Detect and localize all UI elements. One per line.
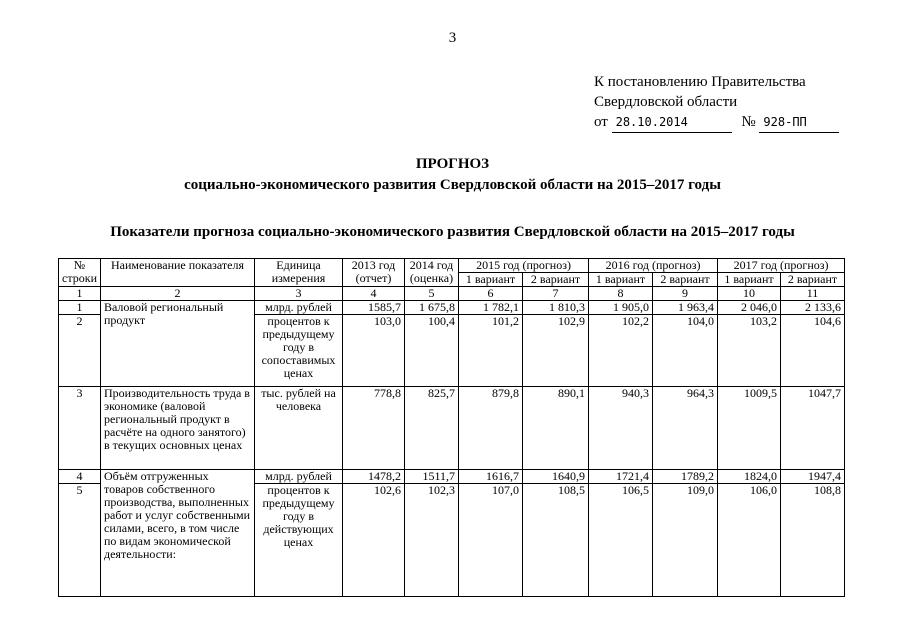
value-cell: 778,8 — [343, 387, 405, 470]
value-cell: 890,1 — [523, 387, 589, 470]
number-label: № — [741, 114, 756, 130]
header-2015-v2: 2 вариант — [523, 273, 589, 287]
approval-line-2: Свердловской области — [594, 94, 738, 110]
value-cell: 879,8 — [459, 387, 523, 470]
value-cell: 825,7 — [405, 387, 459, 470]
column-index: 3 — [255, 287, 343, 301]
date-prefix: от — [594, 114, 608, 130]
approval-line-1: К постановлению Правительства — [594, 74, 806, 90]
column-index: 6 — [459, 287, 523, 301]
row-number: 1 — [59, 301, 101, 315]
value-cell: 1721,4 — [589, 470, 653, 484]
value-cell: 104,6 — [781, 315, 845, 387]
value-cell: 1 905,0 — [589, 301, 653, 315]
value-cell: 2 133,6 — [781, 301, 845, 315]
header-2016-v2: 2 вариант — [653, 273, 718, 287]
column-index: 7 — [523, 287, 589, 301]
unit-cell: процентов к предыдущему году в сопоставимых ценах — [255, 315, 343, 387]
header-row-no: № строки — [59, 259, 101, 287]
header-2015: 2015 год (прогноз) — [459, 259, 589, 273]
value-cell: 2 046,0 — [718, 301, 781, 315]
approval-date-line — [594, 112, 839, 133]
column-index: 9 — [653, 287, 718, 301]
row-number: 5 — [59, 484, 101, 597]
header-row-1 — [59, 259, 845, 273]
indicator-name: Валовой региональный продукт — [101, 301, 255, 387]
value-cell: 1585,7 — [343, 301, 405, 315]
value-cell: 1 675,8 — [405, 301, 459, 315]
value-cell: 103,2 — [718, 315, 781, 387]
value-cell: 1789,2 — [653, 470, 718, 484]
unit-cell: млрд. рублей — [255, 301, 343, 315]
header-2015-v1: 1 вариант — [459, 273, 523, 287]
value-cell: 1947,4 — [781, 470, 845, 484]
unit-cell: млрд. рублей — [255, 470, 343, 484]
header-2016: 2016 год (прогноз) — [589, 259, 718, 273]
header-2014: 2014 год (оценка) — [405, 259, 459, 287]
value-cell: 106,5 — [589, 484, 653, 597]
value-cell: 1511,7 — [405, 470, 459, 484]
value-cell: 1640,9 — [523, 470, 589, 484]
document-subtitle: социально-экономического развития Свердловской области на 2015–2017 годы — [184, 177, 721, 193]
column-index: 2 — [101, 287, 255, 301]
indicator-name: Объём отгруженных товаров собственного производства, выполненных работ и услуг собственными силами, всего, в том числе по видам экономической деятельности: — [101, 470, 255, 597]
value-cell: 1824,0 — [718, 470, 781, 484]
forecast-table — [58, 258, 845, 597]
value-cell: 1616,7 — [459, 470, 523, 484]
header-2013: 2013 год (отчет) — [343, 259, 405, 287]
value-cell: 103,0 — [343, 315, 405, 387]
value-cell: 1009,5 — [718, 387, 781, 470]
header-2017: 2017 год (прогноз) — [718, 259, 845, 273]
value-cell: 100,4 — [405, 315, 459, 387]
indicator-name: Производительность труда в экономике (валовой региональный продукт в расчёте на одного занятого) в текущих основных ценах — [101, 387, 255, 470]
value-cell: 1047,7 — [781, 387, 845, 470]
unit-cell: тыс. рублей на человека — [255, 387, 343, 470]
header-2016-v1: 1 вариант — [589, 273, 653, 287]
column-index: 4 — [343, 287, 405, 301]
header-indicator: Наименование показателя — [101, 259, 255, 287]
table-row — [59, 301, 845, 315]
value-cell: 102,9 — [523, 315, 589, 387]
value-cell: 1 782,1 — [459, 301, 523, 315]
value-cell: 107,0 — [459, 484, 523, 597]
value-cell: 106,0 — [718, 484, 781, 597]
column-index: 5 — [405, 287, 459, 301]
value-cell: 102,2 — [589, 315, 653, 387]
value-cell: 104,0 — [653, 315, 718, 387]
value-cell: 1478,2 — [343, 470, 405, 484]
page-number: 3 — [448, 30, 457, 46]
value-cell: 109,0 — [653, 484, 718, 597]
header-2017-v1: 1 вариант — [718, 273, 781, 287]
approval-block — [594, 72, 839, 133]
table-row — [59, 470, 845, 484]
approval-number: 928-ПП — [759, 112, 839, 133]
document-title: ПРОГНОЗ — [415, 156, 490, 172]
value-cell: 101,2 — [459, 315, 523, 387]
column-index-row — [59, 287, 845, 301]
value-cell: 1 810,3 — [523, 301, 589, 315]
row-number: 4 — [59, 470, 101, 484]
row-number: 3 — [59, 387, 101, 470]
unit-cell: процентов к предыдущему году в действующих ценах — [255, 484, 343, 597]
table-title: Показатели прогноза социально-экономического развития Свердловской области на 2015–2017 годы — [110, 224, 795, 240]
table-row — [59, 387, 845, 470]
column-index: 1 — [59, 287, 101, 301]
row-number: 2 — [59, 315, 101, 387]
value-cell: 1 963,4 — [653, 301, 718, 315]
column-index: 10 — [718, 287, 781, 301]
value-cell: 108,8 — [781, 484, 845, 597]
value-cell: 940,3 — [589, 387, 653, 470]
value-cell: 102,3 — [405, 484, 459, 597]
approval-date: 28.10.2014 — [612, 112, 732, 133]
column-index: 11 — [781, 287, 845, 301]
value-cell: 108,5 — [523, 484, 589, 597]
value-cell: 102,6 — [343, 484, 405, 597]
column-index: 8 — [589, 287, 653, 301]
value-cell: 964,3 — [653, 387, 718, 470]
header-unit: Единица измерения — [255, 259, 343, 287]
header-2017-v2: 2 вариант — [781, 273, 845, 287]
